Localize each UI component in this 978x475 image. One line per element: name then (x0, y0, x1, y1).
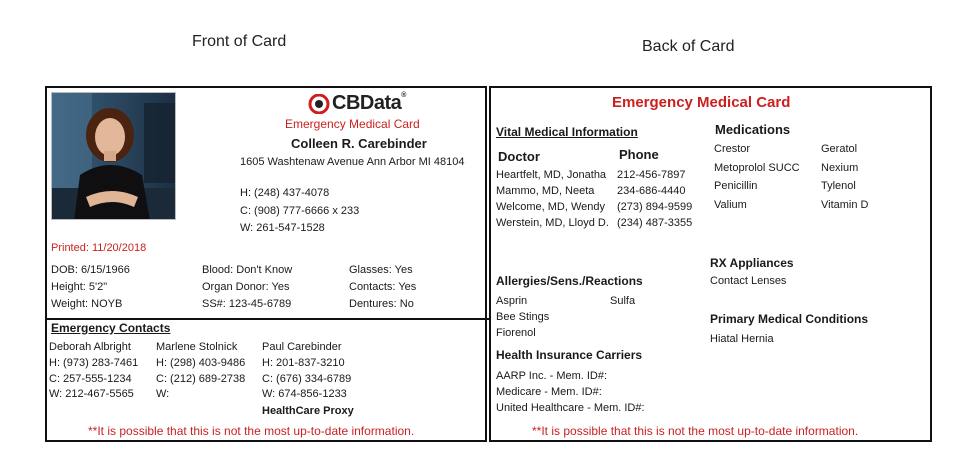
medication-item: Valium (714, 199, 747, 211)
info-dob: DOB: 6/15/1966 (51, 264, 130, 276)
allergies-heading: Allergies/Sens./Reactions (496, 274, 643, 288)
doctor-1-phone: 212-456-7897 (617, 169, 686, 181)
patient-address: 1605 Washtenaw Avenue Ann Arbor MI 48104 (240, 156, 465, 168)
info-organ-donor: Organ Donor: Yes (202, 281, 290, 293)
front-of-card-label: Front of Card (192, 33, 287, 50)
doctor-3-phone: (273) 894-9599 (617, 201, 693, 213)
doctor-4-name: Werstein, MD, Lloyd D. (496, 217, 609, 229)
conditions-heading: Primary Medical Conditions (710, 312, 869, 326)
printed-date: Printed: 11/20/2018 (51, 242, 147, 254)
contact-1-work: W: 212-467-5565 (49, 388, 134, 400)
rx-appliance-item: Contact Lenses (710, 275, 787, 287)
phone-column-header: Phone (619, 147, 659, 162)
rx-appliances-heading: RX Appliances (710, 256, 794, 270)
contact-3-name: Paul Carebinder (262, 341, 342, 353)
doctor-1-name: Heartfelt, MD, Jonatha (496, 169, 607, 181)
emergency-contacts-heading: Emergency Contacts (51, 321, 171, 335)
cbdata-logo (308, 92, 406, 115)
contact-1-name: Deborah Albright (49, 341, 131, 353)
medication-item: Nexium (821, 162, 859, 174)
insurance-item: AARP Inc. - Mem. ID#: (496, 370, 608, 382)
condition-item: Hiatal Hernia (710, 333, 774, 345)
contact-3-cell: C: (676) 334-6789 (262, 373, 352, 385)
contact-3-home: H: 201-837-3210 (262, 357, 345, 369)
back-card-title: Emergency Medical Card (612, 94, 791, 111)
patient-name: Colleen R. Carebinder (291, 136, 427, 151)
insurance-heading: Health Insurance Carriers (496, 348, 643, 362)
medications-heading: Medications (715, 122, 791, 137)
contact-2-home: H: (298) 403-9486 (156, 357, 246, 369)
medication-item: Geratol (821, 143, 858, 155)
contact-1-home: H: (973) 283-7461 (49, 357, 139, 369)
phone-work: W: 261-547-1528 (240, 222, 325, 234)
doctor-2-phone: 234-686-4440 (617, 185, 686, 197)
portrait-image (52, 93, 176, 220)
contact-3-work: W: 674-856-1233 (262, 388, 347, 400)
medication-item: Tylenol (821, 180, 856, 192)
back-disclaimer: **It is possible that this is not the most up-to-date information. (532, 424, 859, 438)
info-weight: Weight: NOYB (51, 298, 123, 310)
doctor-column-header: Doctor (498, 149, 540, 164)
insurance-item: Medicare - Mem. ID#: (496, 386, 602, 398)
contact-2-work: W: (156, 388, 170, 400)
phone-home: H: (248) 437-4078 (240, 187, 330, 199)
allergy-item: Bee Stings (496, 311, 550, 323)
contact-1-cell: C: 257-555-1234 (49, 373, 132, 385)
medication-item: Crestor (714, 143, 751, 155)
vital-info-heading: Vital Medical Information (496, 125, 638, 139)
doctor-3-name: Welcome, MD, Wendy (496, 201, 606, 213)
doctor-4-phone: (234) 487-3355 (617, 217, 693, 229)
contact-2-cell: C: (212) 689-2738 (156, 373, 246, 385)
medication-item: Metoprolol SUCC (714, 162, 800, 174)
profile-photo (51, 92, 176, 220)
allergy-item: Sulfa (610, 295, 636, 307)
registered-mark: ® (401, 92, 406, 99)
contact-2-name: Marlene Stolnick (156, 341, 238, 353)
front-divider (47, 318, 491, 320)
medication-item: Penicillin (714, 180, 758, 192)
back-of-card-label: Back of Card (642, 38, 735, 55)
front-card (45, 86, 487, 442)
logo-text: CBData (332, 92, 402, 114)
allergy-item: Fiorenol (496, 327, 536, 339)
front-card-title: Emergency Medical Card (285, 117, 420, 131)
healthcare-proxy-label: HealthCare Proxy (262, 405, 354, 417)
logo-mark-icon (308, 94, 330, 114)
doctor-2-name: Mammo, MD, Neeta (496, 185, 595, 197)
info-blood: Blood: Don't Know (202, 264, 293, 276)
medication-item: Vitamin D (821, 199, 869, 211)
info-glasses: Glasses: Yes (349, 264, 413, 276)
info-ssn: SS#: 123-45-6789 (202, 298, 292, 310)
insurance-item: United Healthcare - Mem. ID#: (496, 402, 645, 414)
front-disclaimer: **It is possible that this is not the most up-to-date information. (88, 424, 415, 438)
info-contacts: Contacts: Yes (349, 281, 417, 293)
info-dentures: Dentures: No (349, 298, 414, 310)
allergy-item: Asprin (496, 295, 528, 307)
info-height: Height: 5'2" (51, 281, 108, 293)
back-card (489, 86, 932, 442)
phone-cell: C: (908) 777-6666 x 233 (240, 205, 360, 217)
